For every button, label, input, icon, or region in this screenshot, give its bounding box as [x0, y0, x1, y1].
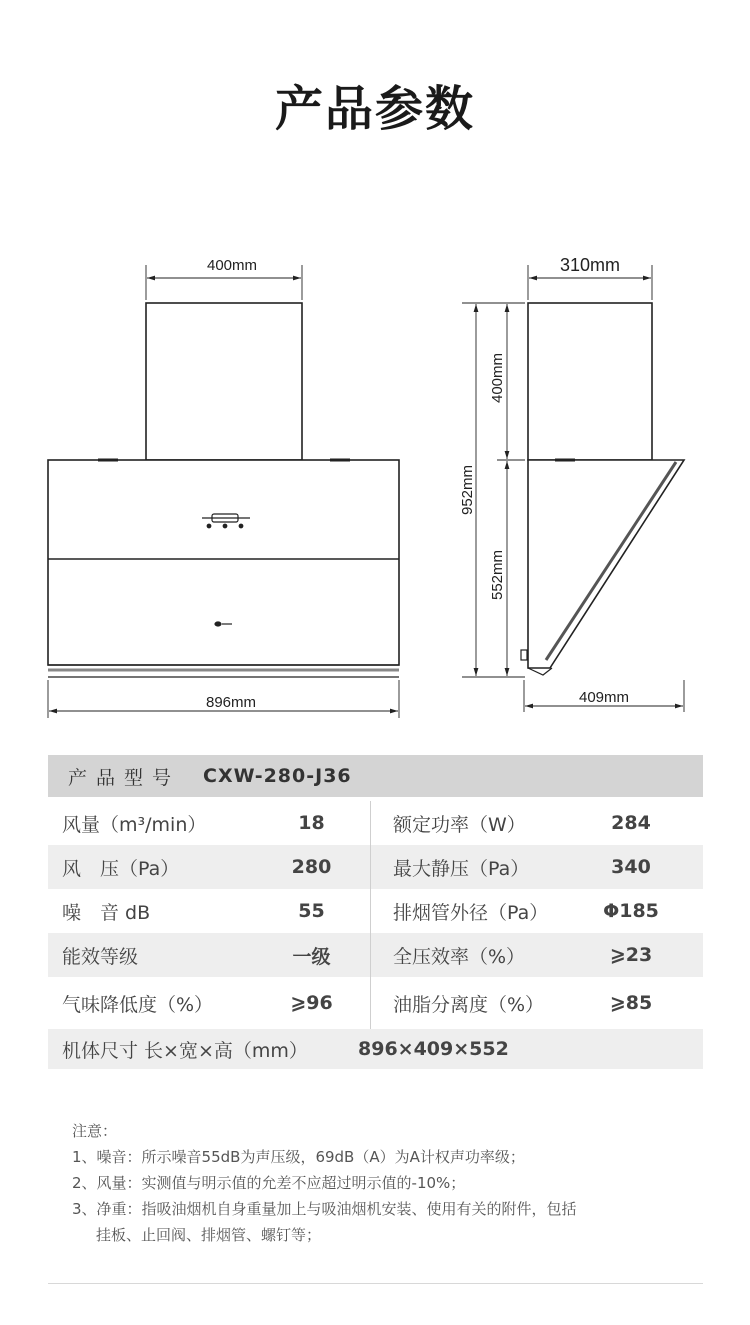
spec-value: 一级	[292, 945, 331, 968]
note-line: 1、噪音：所示噪音55dB为声压级，69dB（A）为A计权声功率级；	[72, 1148, 525, 1166]
spec-value: 55	[298, 900, 325, 922]
spec-value: ⩾23	[609, 944, 653, 966]
front-view	[48, 265, 399, 718]
note-line: 3、净重：指吸油烟机自身重量加上与吸油烟机安装、使用有关的附件，包括	[72, 1200, 577, 1218]
spec-row	[48, 977, 703, 1029]
spec-row	[48, 801, 703, 845]
spec-row	[48, 933, 703, 977]
dim-side-top: 310mm	[559, 255, 621, 275]
dim-total-height: 952mm	[459, 464, 476, 516]
dim-front-top: 400mm	[206, 257, 258, 274]
spec-row	[48, 845, 703, 889]
spec-label: 排烟管外径（Pa）	[393, 901, 549, 924]
spec-label: 油脂分离度（%）	[393, 993, 545, 1016]
model-number: CXW-280-J36	[203, 765, 352, 787]
side-view	[462, 265, 684, 712]
notes	[72, 1118, 577, 1248]
spec-label: 全压效率（%）	[393, 945, 526, 968]
spec-label: 额定功率（W）	[393, 813, 526, 836]
spec-label: 风 压（Pa）	[62, 857, 180, 880]
spec-value: 284	[611, 812, 651, 834]
spec-value: ⩾96	[290, 992, 333, 1014]
size-value: 896×409×552	[358, 1038, 509, 1060]
dim-chimney-height: 400mm	[489, 352, 506, 404]
note-line: 挂板、止回阀、排烟管、螺钉等；	[96, 1226, 322, 1244]
dim-side-depth: 409mm	[578, 689, 630, 706]
spec-value: 280	[291, 856, 332, 878]
spec-header-label: 产品型号	[68, 766, 181, 789]
spec-value: 18	[298, 812, 325, 834]
spec-label: 最大静压（Pa）	[393, 857, 530, 880]
page-title: 产品参数	[274, 81, 475, 137]
spec-row	[48, 889, 703, 933]
notes-heading: 注意：	[72, 1122, 118, 1140]
spec-label: 噪 音 dB	[62, 901, 151, 924]
size-row	[48, 1029, 703, 1069]
dim-body-height: 552mm	[489, 549, 506, 601]
spec-value: 340	[611, 856, 651, 878]
size-label: 机体尺寸 长×宽×高（mm）	[62, 1039, 308, 1062]
bottom-divider	[48, 1283, 703, 1284]
spec-header	[48, 755, 703, 797]
spec-value: ⩾85	[609, 992, 653, 1014]
spec-label: 气味降低度（%）	[62, 993, 214, 1016]
dim-front-width: 896mm	[205, 694, 257, 711]
note-line: 2、风量：实测值与明示值的允差不应超过明示值的-10%；	[72, 1174, 466, 1192]
spec-label: 风量（m³/min）	[62, 813, 207, 836]
spec-label: 能效等级	[62, 945, 139, 968]
spec-value: Φ185	[603, 900, 659, 922]
